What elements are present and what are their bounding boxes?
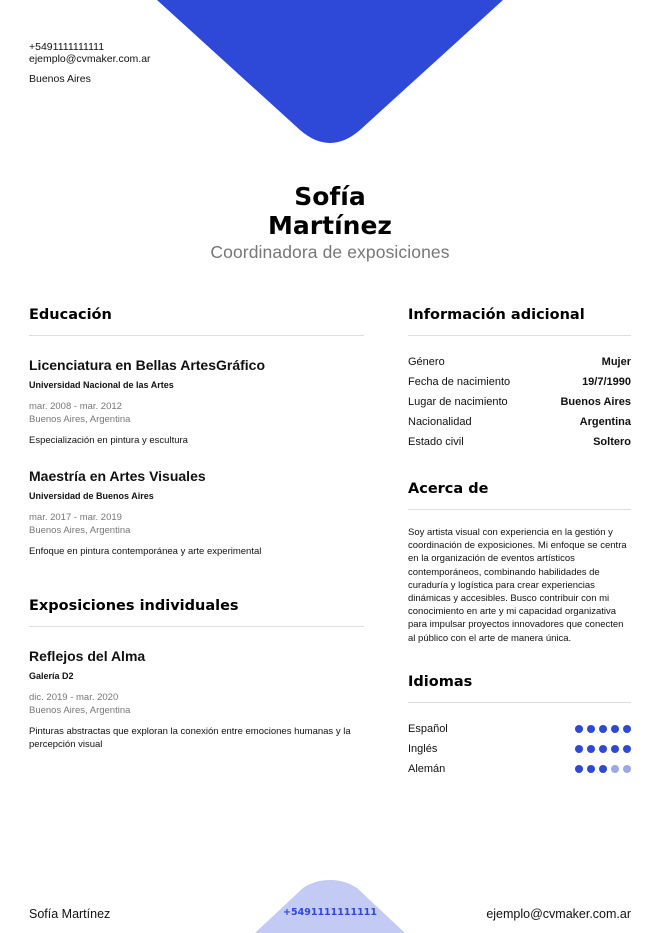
entry-dates: mar. 2008 - mar. 2012: [29, 401, 122, 412]
info-label: Estado civil: [408, 436, 464, 448]
level-dot-filled: [611, 745, 619, 753]
languages-list: [408, 719, 631, 779]
info-row: [408, 392, 631, 412]
level-dot-filled: [587, 765, 595, 773]
info-row: [408, 412, 631, 432]
education-entry: [29, 467, 364, 558]
language-level-dots: [575, 765, 631, 773]
info-label: Género: [408, 356, 445, 368]
info-row: [408, 432, 631, 452]
divider: [29, 335, 364, 336]
languages-title: Idiomas: [408, 673, 473, 690]
divider: [29, 626, 364, 627]
exhibition-entry: [29, 647, 364, 751]
entry-title: Licenciatura en Bellas ArtesGráfico: [29, 357, 266, 373]
level-dot-filled: [623, 725, 631, 733]
divider: [408, 702, 631, 703]
language-level-dots: [575, 745, 631, 753]
about-text: Soy artista visual con experiencia en la gestión y coordinación de exposiciones. Mi enfoque se centra en la organización de eventos artísticos contemporáneos, combinando habilidades de curaduría y logística para crear experiencias dinámicas y accesibles. Busco contribuir con mi conocimiento en arte y mi capacidad organizativa para impulsar proyectos innovadores que conecten al público con el arte de manera única.: [408, 527, 627, 644]
first-name: Sofía: [294, 182, 366, 211]
level-dot-filled: [575, 745, 583, 753]
education-title: Educación: [29, 307, 112, 323]
language-name: Alemán: [408, 762, 446, 775]
info-value: Buenos Aires: [560, 396, 631, 408]
footer-email: ejemplo@cvmaker.com.ar: [486, 907, 631, 921]
level-dot-filled: [587, 725, 595, 733]
level-dot-filled: [575, 725, 583, 733]
level-dot-filled: [623, 745, 631, 753]
divider: [408, 335, 631, 336]
entry-location: Buenos Aires, Argentina: [29, 705, 131, 716]
info-label: Lugar de nacimiento: [408, 396, 508, 408]
level-dot-filled: [599, 725, 607, 733]
entry-description: Pinturas abstractas que exploran la conexión entre emociones humanas y la percepción visual: [29, 726, 351, 750]
level-dot-filled: [587, 745, 595, 753]
level-dot-filled: [611, 725, 619, 733]
entry-dates: dic. 2019 - mar. 2020: [29, 692, 119, 703]
contact-city: Buenos Aires: [29, 73, 91, 85]
contact-block: [29, 41, 151, 85]
entry-org: Universidad Nacional de las Artes: [29, 380, 174, 390]
footer-name: Sofía Martínez: [29, 907, 111, 921]
last-name: Martínez: [268, 211, 392, 240]
info-value: 19/7/1990: [582, 376, 631, 388]
language-row: [408, 719, 631, 739]
info-row: [408, 372, 631, 392]
top-decorative-shape: [157, 0, 503, 150]
info-value: Mujer: [601, 356, 631, 368]
job-title: Coordinadora de exposiciones: [210, 242, 450, 262]
language-row: [408, 759, 631, 779]
education-entry: [29, 356, 364, 447]
entry-description: Especialización en pintura y escultura: [29, 435, 188, 446]
entry-org: Universidad de Buenos Aires: [29, 491, 154, 501]
level-dot-empty: [611, 765, 619, 773]
language-name: Inglés: [408, 742, 438, 755]
entry-org: Galería D2: [29, 671, 74, 681]
entry-title: Maestría en Artes Visuales: [29, 468, 206, 484]
divider: [408, 509, 631, 510]
info-row: [408, 352, 631, 372]
info-value: Argentina: [579, 416, 631, 428]
entry-title: Reflejos del Alma: [29, 648, 146, 664]
contact-email: ejemplo@cvmaker.com.ar: [29, 53, 151, 65]
entry-dates: mar. 2017 - mar. 2019: [29, 512, 122, 523]
entry-location: Buenos Aires, Argentina: [29, 414, 131, 425]
right-column: [408, 305, 631, 779]
additional-info-list: [408, 352, 631, 452]
language-level-dots: [575, 725, 631, 733]
info-label: Fecha de nacimiento: [408, 376, 511, 388]
level-dot-filled: [575, 765, 583, 773]
footer-phone: +5491111111111: [283, 907, 377, 918]
additional-info-title: Información adicional: [408, 307, 585, 323]
level-dot-empty: [623, 765, 631, 773]
left-column: [29, 305, 364, 751]
exhibitions-title: Exposiciones individuales: [29, 598, 239, 614]
info-label: Nacionalidad: [408, 416, 472, 428]
language-name: Español: [408, 722, 448, 735]
entry-location: Buenos Aires, Argentina: [29, 525, 131, 536]
contact-phone: +5491111111111: [29, 41, 105, 53]
level-dot-filled: [599, 745, 607, 753]
name-block: [0, 182, 660, 263]
entry-description: Enfoque en pintura contemporánea y arte experimental: [29, 546, 262, 557]
level-dot-filled: [599, 765, 607, 773]
about-title: Acerca de: [408, 481, 489, 497]
info-value: Soltero: [593, 436, 631, 448]
language-row: [408, 739, 631, 759]
